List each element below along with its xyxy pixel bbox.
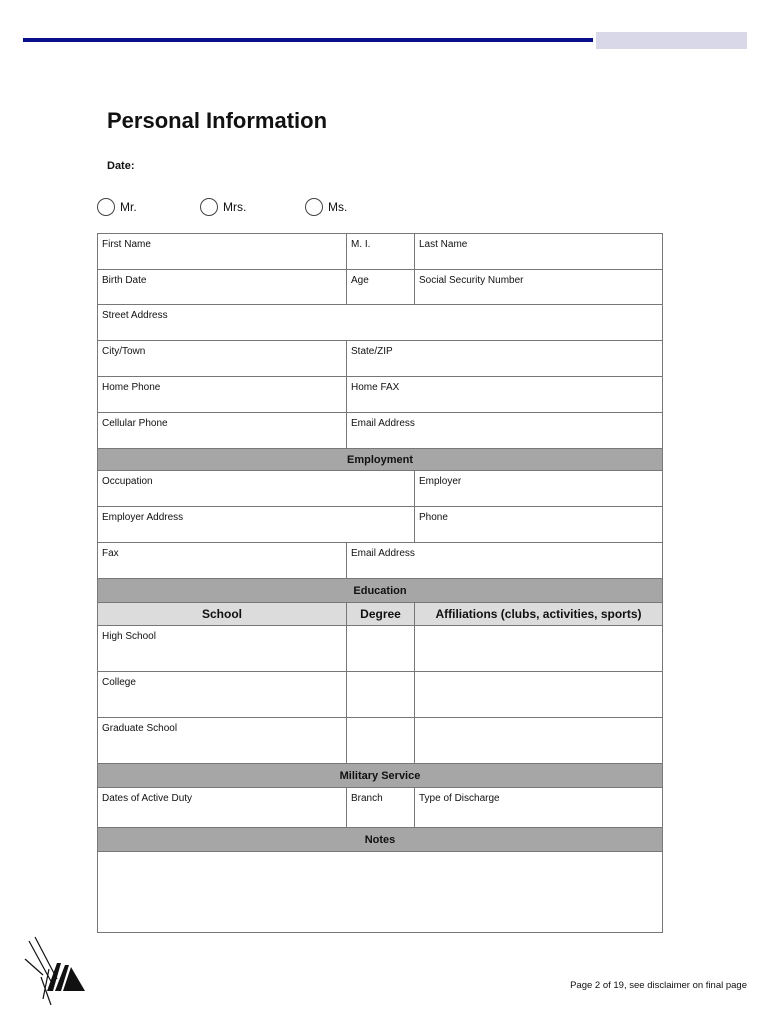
education-column-header xyxy=(98,603,662,626)
logo-icon xyxy=(23,933,85,1005)
radio-circle-icon[interactable] xyxy=(97,198,115,216)
ssn-field[interactable]: Social Security Number xyxy=(414,270,662,304)
employer-email-field[interactable]: Email Address xyxy=(346,543,662,578)
high-school-field[interactable]: High School xyxy=(102,631,156,642)
form-row xyxy=(98,788,662,828)
radio-label-mrs: Mrs. xyxy=(223,200,247,214)
radio-circle-icon[interactable] xyxy=(305,198,323,216)
birth-date-field[interactable]: Birth Date xyxy=(102,275,147,286)
col-affiliations: Affiliations (clubs, activities, sports) xyxy=(414,603,662,625)
form-row xyxy=(98,413,662,449)
page-title: Personal Information xyxy=(107,108,328,133)
radio-label-ms: Ms. xyxy=(328,200,348,214)
home-fax-field[interactable]: Home FAX xyxy=(346,377,662,412)
form-row xyxy=(98,507,662,543)
affiliations-cell[interactable] xyxy=(414,626,662,671)
form-row xyxy=(98,543,662,579)
form-row xyxy=(98,377,662,413)
home-phone-field[interactable]: Home Phone xyxy=(102,382,161,393)
header-accent-bar xyxy=(23,38,593,42)
radio-ms[interactable] xyxy=(305,198,347,216)
header-accent-box xyxy=(596,32,747,49)
discharge-type-field[interactable]: Type of Discharge xyxy=(414,788,662,827)
education-row xyxy=(98,626,662,672)
occupation-field[interactable]: Occupation xyxy=(102,476,153,487)
education-heading: Education xyxy=(98,579,662,603)
degree-cell[interactable] xyxy=(346,672,414,717)
education-row xyxy=(98,672,662,718)
col-school: School xyxy=(98,603,346,625)
branch-field[interactable]: Branch xyxy=(346,788,414,827)
form-row xyxy=(98,305,662,341)
cell-phone-field[interactable]: Cellular Phone xyxy=(102,418,168,429)
degree-cell[interactable] xyxy=(346,626,414,671)
first-name-field[interactable]: First Name xyxy=(102,239,151,250)
employment-heading: Employment xyxy=(98,449,662,471)
notes-heading: Notes xyxy=(98,828,662,852)
education-row xyxy=(98,718,662,764)
graduate-school-field[interactable]: Graduate School xyxy=(102,723,178,734)
col-degree: Degree xyxy=(346,603,414,625)
city-field[interactable]: City/Town xyxy=(102,346,146,357)
form-row xyxy=(98,471,662,507)
email-field[interactable]: Email Address xyxy=(346,413,662,448)
notes-area[interactable] xyxy=(98,852,662,932)
military-heading: Military Service xyxy=(98,764,662,788)
active-duty-dates-field[interactable]: Dates of Active Duty xyxy=(102,793,193,804)
date-label: Date: xyxy=(107,160,135,172)
college-field[interactable]: College xyxy=(102,677,136,688)
affiliations-cell[interactable] xyxy=(414,718,662,763)
employer-fax-field[interactable]: Fax xyxy=(102,548,119,559)
street-address-field[interactable]: Street Address xyxy=(102,310,168,321)
radio-circle-icon[interactable] xyxy=(200,198,218,216)
personal-info-form xyxy=(97,233,663,933)
degree-cell[interactable] xyxy=(346,718,414,763)
form-row xyxy=(98,341,662,377)
last-name-field[interactable]: Last Name xyxy=(414,234,662,269)
form-row xyxy=(98,234,662,270)
footer-page-text: Page 2 of 19, see disclaimer on final page xyxy=(570,980,747,991)
radio-mrs[interactable] xyxy=(200,198,246,216)
employer-field[interactable]: Employer xyxy=(414,471,662,506)
radio-label-mr: Mr. xyxy=(120,200,137,214)
employer-phone-field[interactable]: Phone xyxy=(414,507,662,542)
age-field[interactable]: Age xyxy=(346,270,414,304)
mi-field[interactable]: M. I. xyxy=(346,234,414,269)
state-zip-field[interactable]: State/ZIP xyxy=(346,341,662,376)
employer-address-field[interactable]: Employer Address xyxy=(102,512,184,523)
affiliations-cell[interactable] xyxy=(414,672,662,717)
form-row xyxy=(98,270,662,305)
radio-mr[interactable] xyxy=(97,198,137,216)
